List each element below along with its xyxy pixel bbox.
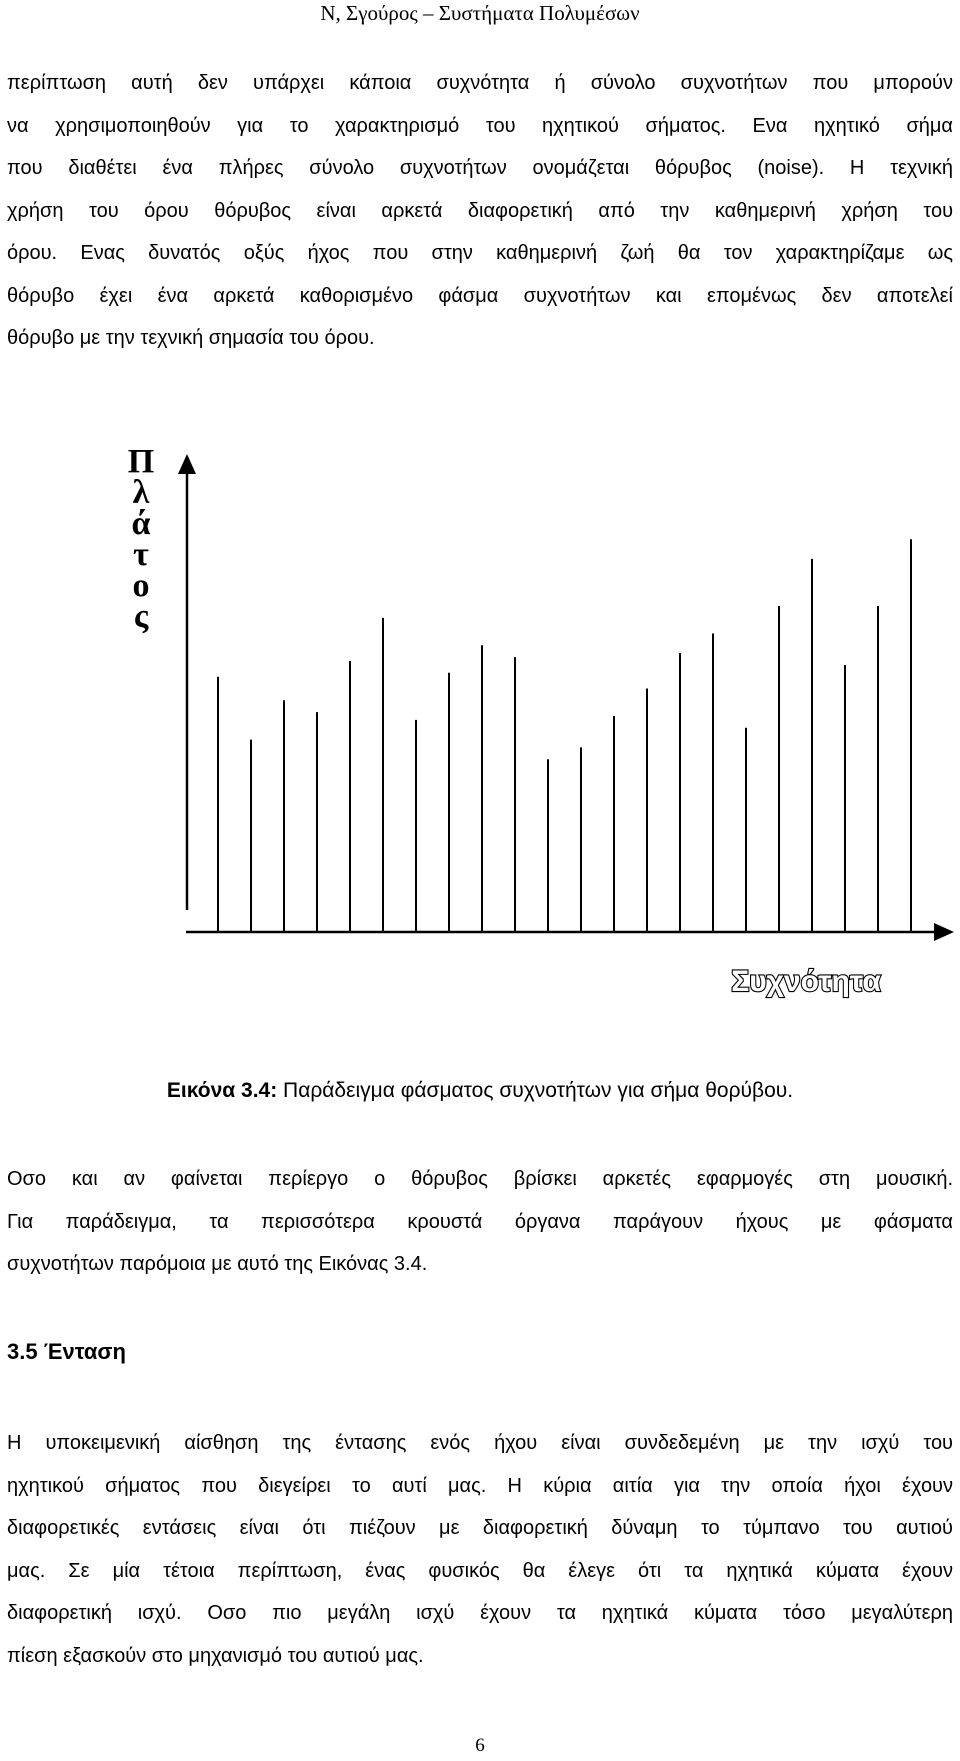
x-axis-label: Συχνότητα bbox=[731, 965, 881, 998]
figure-caption-label: Εικόνα 3.4: bbox=[166, 1079, 278, 1102]
figure-caption bbox=[0, 1076, 960, 1106]
text-line: όρου. Ενας δυνατός οξύς ήχος που στην καθημερινή ζωή θα τον χαρακτηρίζαμε ως bbox=[7, 242, 953, 264]
text-line: Για παράδειγμα, τα περισσότερα κρουστά όργανα παράγουν ήχους με φάσματα bbox=[7, 1210, 953, 1233]
spectrum-bars bbox=[218, 539, 911, 932]
y-axis-label bbox=[128, 443, 154, 635]
text-line: διαφορετικές εντάσεις είναι ότι πιέζουν με διαφορετική δύναμη το τύμπανο του αυτιού bbox=[7, 1517, 953, 1539]
chart-axes bbox=[178, 454, 954, 941]
paragraph-loudness bbox=[7, 1422, 953, 1677]
text-line: που διαθέτει ένα πλήρες σύνολο συχνοτήτων ονομάζεται θόρυβος (noise). Η τεχνική bbox=[7, 157, 953, 179]
paragraph-music bbox=[7, 1158, 953, 1286]
text-line: συχνοτήτων παρόμοια με αυτό της Εικόνας 3.4. bbox=[7, 1253, 428, 1275]
text-line: περίπτωση αυτή δεν υπάρχει κάποια συχνότητα ή σύνολο συχνοτήτων που μπορούν bbox=[7, 72, 953, 94]
x-axis-arrowhead bbox=[934, 923, 954, 941]
page-number: 6 bbox=[475, 1735, 485, 1756]
text-line: διαφορετική ισχύ. Οσο πιο μεγάλη ισχύ έχουν τα ηχητικά κύματα τόσο μεγαλύτερη bbox=[7, 1602, 953, 1624]
section-heading: 3.5 Ένταση bbox=[7, 1339, 126, 1364]
text-line: Η υποκειμενική αίσθηση της έντασης ενός ήχου είναι συνδεδεμένη με την ισχύ του bbox=[7, 1432, 953, 1454]
paragraph-intro bbox=[7, 62, 953, 360]
text-line: χρήση του όρου θόρυβος είναι αρκετά διαφορετική από την καθημερινή χρήση του bbox=[7, 199, 953, 222]
text-line: θόρυβο με την τεχνική σημασία του όρου. bbox=[7, 327, 375, 349]
text-line: Οσο και αν φαίνεται περίεργο ο θόρυβος βρίσκει αρκετές εφαρμογές στη μουσική. bbox=[7, 1168, 953, 1190]
text-line: να χρησιμοποιηθούν για το χαρακτηρισμό του ηχητικού σήματος. Ενα ηχητικό σήμα bbox=[7, 114, 953, 137]
y-axis-label-text: Π λ ά τ ο ς bbox=[127, 443, 155, 635]
figure-caption-text: Παράδειγμα φάσματος συχνοτήτων για σήμα θορύβου. bbox=[277, 1079, 794, 1102]
text-line: ηχητικού σήματος που διεγείρει το αυτί μας. Η κύρια αιτία για την οποία ήχοι έχουν bbox=[7, 1474, 953, 1497]
y-axis-arrowhead bbox=[178, 454, 196, 474]
text-line: πίεση εξασκούν στο μηχανισμό του αυτιού μας. bbox=[7, 1644, 424, 1667]
text-line: θόρυβο έχει ένα αρκετά καθορισμένο φάσμα συχνοτήτων και επομένως δεν αποτελεί bbox=[7, 284, 953, 307]
spectrum-figure bbox=[0, 440, 960, 1010]
text-line: μας. Σε μία τέτοια περίπτωση, ένας φυσικός θα έλεγε ότι τα ηχητικά κύματα έχουν bbox=[7, 1559, 953, 1582]
running-header: Ν, Σγούρος – Συστήματα Πολυμέσων bbox=[320, 1, 640, 25]
noise-spectrum-chart bbox=[0, 440, 960, 1010]
